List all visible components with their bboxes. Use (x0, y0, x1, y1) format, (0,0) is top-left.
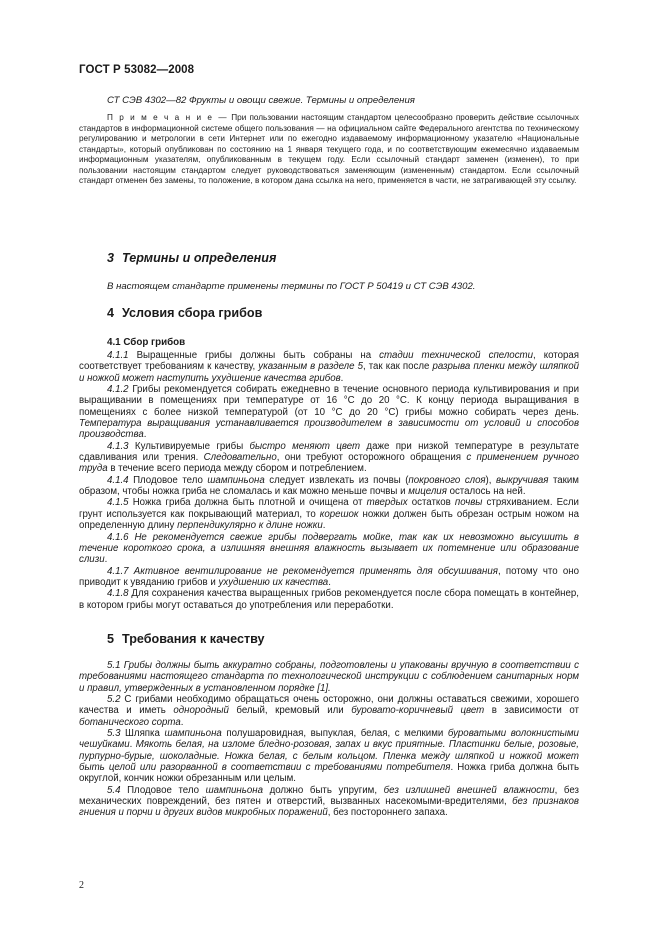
section-3-text: В настоящем стандарте применены термины по ГОСТ Р 50419 и СТ СЭВ 4302. (107, 281, 476, 292)
section-5-title (107, 632, 265, 646)
subsection-4-1-title: 4.1 Сбор грибов (107, 337, 186, 348)
section-5-body (79, 660, 579, 819)
paragraph-4-1-4: 4.1.4 Плодовое тело шампиньона следует извлекать из почвы (покровного слоя), выкручивая таким образом, чтобы ножка гриба не сломалась и как можно меньше почвы и мицелия осталось на ней. (79, 474, 579, 498)
paragraph-4-1-7: 4.1.7 Активное вентилирование не рекомендуется применять для обсушивания, потому что оно приводит к увяданию грибов и ухудшению их качества. (79, 565, 579, 588)
section-3-title (107, 251, 276, 265)
section-3-title-text: Термины и определения (122, 251, 277, 265)
paragraph-4-1-6: 4.1.6 Не рекомендуется свежие грибы подвергать мойке, так как их невозможно высушить в течение короткого срока, а излишняя внешняя влажность вызывает их потемнение или образование слизи. (79, 531, 579, 566)
section-4-number: 4 (107, 306, 115, 320)
paragraph-5-3: 5.3 Шляпка шампиньона полушаровидная, выпуклая, белая, с мелкими буроватыми волокнистыми чешуйками. Мякоть белая, на изломе бледно-розовая, запах и вкус приятные. Пластинки белые, розовые, пурпурно-бурые, шоколадные. Ножка белая, с белым кольцом. Пленка между шляпкой и ножкой может быть целой или разорванной в соответствии с требованиями потребителя. Ножка гриба должна быть округлой, кончик ножки обрезанным или целым. (79, 728, 580, 785)
note-paragraph (79, 113, 579, 187)
section-4-title (107, 306, 262, 320)
reference-standard: СТ СЭВ 4302—82 Фрукты и овощи свежие. Термины и определения (107, 95, 415, 106)
note-text: При пользовании настоящим стандартом целесообразно проверить действие ссылочных стандартов в информационной системе общего пользования — на официальном сайте Федерального агентства по техническому регулированию и метрологии в сети Интернет или по ежегодно издаваемому информационному указателю «Национальные стандарты», который опубликован по состоянию на 1 января текущего года, и по соответствующим ежемесячно издаваемым информационным указателям, опубликованным в текущем году. Если ссылочный стандарт заменен (изменен), то при пользовании настоящим стандартом следует руководствоваться заменяющим (измененным) стандартом. Если ссылочный стандарт отменен без замены, то положение, в котором дана ссылка на него, применяется в части, не затрагивающей эту ссылку. (79, 113, 579, 185)
section-5-title-text: Требования к качеству (122, 632, 265, 646)
note-label: П р и м е ч а н и е — (107, 113, 229, 122)
paragraph-4-1-3: 4.1.3 Культивируемые грибы быстро меняют цвет даже при низкой температуре в результате сдавливания или трения. Следовательно, они требуют осторожного обращения с применением ручного труда в течение всего периода между сбором и потреблением. (79, 440, 580, 475)
section-5-number: 5 (107, 632, 115, 646)
section-4-title-text: Условия сбора грибов (122, 306, 263, 320)
paragraph-5-1: 5.1 Грибы должны быть аккуратно собраны, подготовлены и упакованы вручную в соответствии с требованиями настоящего стандарта по технологической инструкции с соблюдением санитарных норм и правил, утвержденных в установленном порядке [1]. (79, 660, 579, 694)
section-3-number: 3 (107, 251, 115, 265)
paragraph-4-1-5: 4.1.5 Ножка гриба должна быть плотной и очищена от твердых остатков почвы стряхиванием. Если грунт используется как покрывающий материал, то корешок ножки должен быть обрезан острым ножом на определенную длину перпендикулярно к длине ножки. (79, 497, 579, 532)
paragraph-5-2: 5.2 С грибами необходимо обращаться очень осторожно, они должны оставаться свежими, хорошего качества и иметь однородный белый, кремовый или буровато-коричневый цвет в зависимости от ботанического сорта. (79, 694, 579, 728)
paragraph-4-1-2: 4.1.2 Грибы рекомендуется собирать ежедневно в течение основного периода культивирования и при выращивании в помещениях при температуре от 16 °С до 20 °С. К концу периода выращивания в помещениях с более низкой температурой (от 10 °С до 20 °С) грибы можно собирать через день. Температура выращивания устанавливается производителем в зависимости от условий и способов производства. (79, 384, 579, 441)
document-header: ГОСТ Р 53082—2008 (79, 64, 195, 76)
section-4-body (79, 350, 579, 611)
paragraph-4-1-1: 4.1.1 Выращенные грибы должны быть собраны на стадии технической спелости, которая соответствует требованиям к качеству, указанным в разделе 5, так как после разрыва пленки между шляпкой и ножкой может наступить ухудшение качества грибов. (79, 350, 579, 384)
paragraph-4-1-8: 4.1.8 Для сохранения качества выращенных грибов рекомендуется после сбора помещать в контейнер, в котором грибы могут оставаться до употребления или переработки. (79, 588, 579, 611)
page-number: 2 (79, 880, 84, 891)
paragraph-5-4: 5.4 Плодовое тело шампиньона должно быть упругим, без излишней внешней влажности, без механических повреждений, без пятен и отверстий, вызванных насекомыми-вредителями, без признаков гниения и порчи и других видов микробных поражений, без постороннего запаха. (79, 784, 579, 819)
